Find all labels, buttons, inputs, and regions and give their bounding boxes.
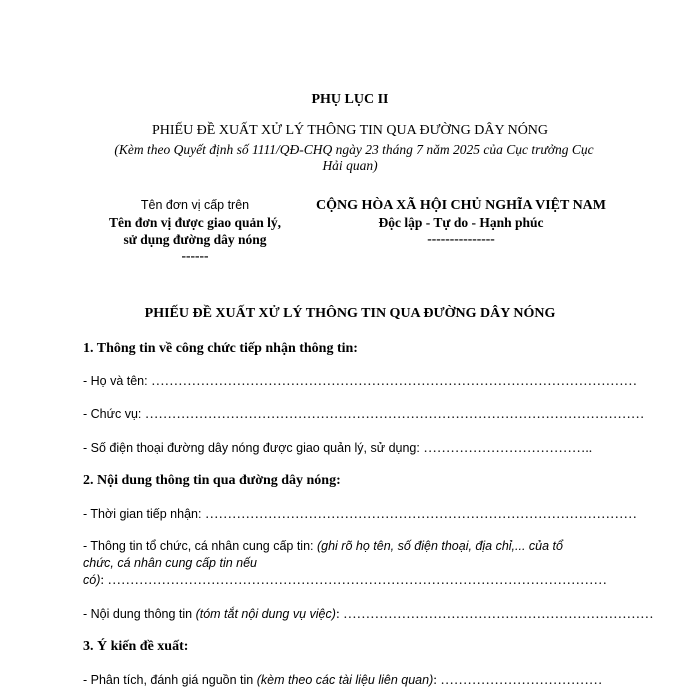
time-label: - Thời gian tiếp nhận: bbox=[83, 507, 205, 521]
content-note: (tóm tắt nội dung vụ việc) bbox=[195, 607, 336, 621]
content-blank: : …………………………………………………………… bbox=[335, 606, 654, 621]
analysis-field bbox=[83, 671, 602, 689]
decision-note-line1: (Kèm theo Quyết định số 1111/QĐ-CHQ ngày 23 tháng 7 năm 2025 của Cục trưởng Cục bbox=[114, 142, 594, 157]
superior-unit-label: Tên đơn vị cấp trên bbox=[140, 198, 250, 212]
phone-blank: ……………………………….. bbox=[423, 440, 593, 455]
analysis-note: (kèm theo các tài liệu liên quan) bbox=[256, 673, 434, 687]
analysis-label: - Phân tích, đánh giá nguồn tin bbox=[83, 673, 257, 687]
form-title: PHIẾU ĐỀ XUẤT XỬ LÝ THÔNG TIN QUA ĐƯỜNG DÂY NÓNG bbox=[144, 306, 556, 321]
assigned-unit-line1: Tên đơn vị được giao quản lý, bbox=[109, 215, 281, 230]
provider-note-line1: (ghi rõ họ tên, số điện thoại, địa chỉ,... của tổ bbox=[316, 539, 563, 553]
appendix-title: PHỤ LỤC II bbox=[311, 92, 389, 107]
position-label: - Chức vụ: bbox=[83, 407, 145, 421]
decision-note-line2: Hải quan) bbox=[322, 158, 378, 173]
position-blank: ………………………………………………………………………………………………… bbox=[144, 406, 645, 421]
right-rule: --------------- bbox=[427, 231, 495, 246]
time-field bbox=[83, 505, 637, 523]
phone-field bbox=[83, 439, 592, 457]
left-rule: ------ bbox=[181, 248, 209, 263]
name-blank: ……………………………………………………………………………………………… bbox=[151, 373, 638, 388]
assigned-unit-line2: sử dụng đường dây nóng bbox=[123, 232, 267, 247]
section1-heading: 1. Thông tin về công chức tiếp nhận thông tin: bbox=[83, 341, 358, 356]
section2-heading: 2. Nội dung thông tin qua đường dây nóng: bbox=[83, 473, 341, 488]
provider-blank: : ………………………………………………………………………………………………… bbox=[100, 572, 608, 587]
content-field bbox=[83, 605, 654, 623]
provider-field-line3 bbox=[83, 571, 607, 589]
country-name: CỘNG HÒA XÃ HỘI CHỦ NGHĨA VIỆT NAM bbox=[315, 198, 606, 213]
section3-heading: 3. Ý kiến đề xuất: bbox=[83, 639, 189, 654]
analysis-blank: : ……………………………… bbox=[433, 672, 603, 687]
provider-label: - Thông tin tổ chức, cá nhân cung cấp tin: bbox=[83, 539, 317, 553]
provider-field-line1 bbox=[83, 537, 563, 555]
content-label: - Nội dung thông tin bbox=[83, 607, 196, 621]
provider-note-line3: có) bbox=[83, 573, 101, 587]
provider-field-line2 bbox=[83, 554, 257, 572]
name-field bbox=[83, 372, 637, 390]
provider-note-line2: chức, cá nhân cung cấp tin nếu bbox=[83, 556, 258, 570]
phone-label: - Số điện thoại đường dây nóng được giao quản lý, sử dụng: bbox=[83, 441, 424, 455]
form-title-top: PHIẾU ĐỀ XUẤT XỬ LÝ THÔNG TIN QUA ĐƯỜNG DÂY NÓNG bbox=[151, 123, 549, 138]
national-motto: Độc lập - Tự do - Hạnh phúc bbox=[378, 215, 544, 230]
time-blank: …………………………………………………………………………………… bbox=[204, 506, 637, 521]
position-field bbox=[83, 405, 644, 423]
name-label: - Họ và tên: bbox=[83, 374, 152, 388]
